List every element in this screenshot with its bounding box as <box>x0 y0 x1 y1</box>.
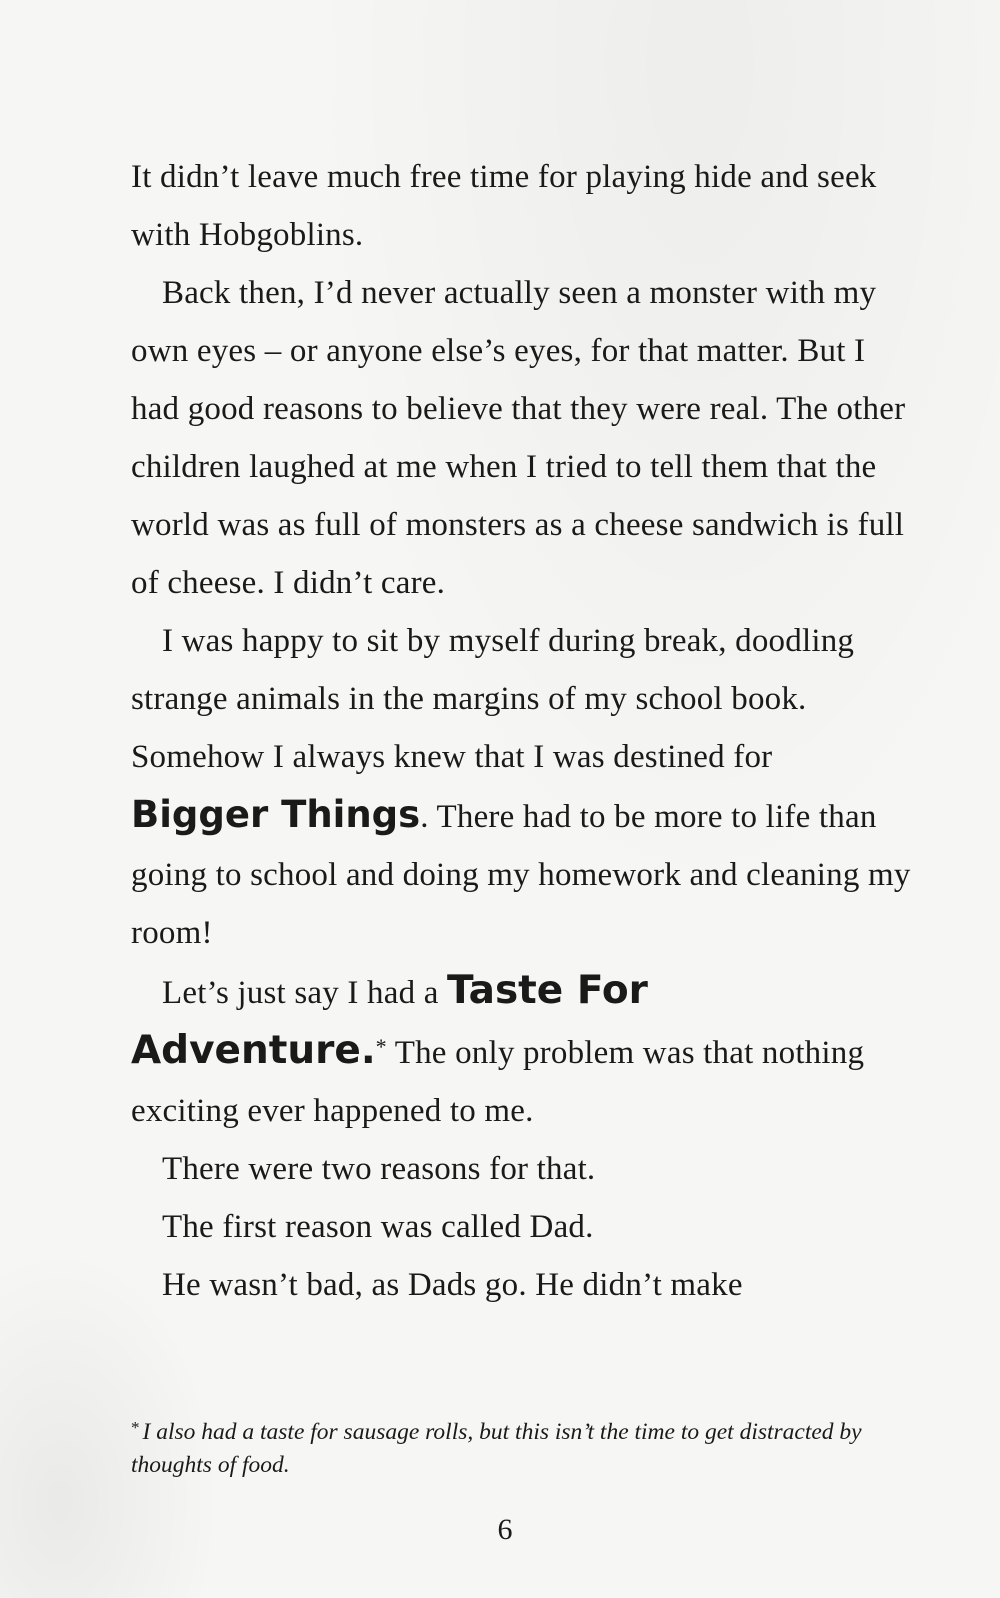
paragraph-2: Back then, I’d never actually seen a monster with my own eyes – or anyone else’s eyes, for that matter. But I had good reasons to believe that they were real. The other children laughed at me when I tried to tell them that the world was as full of monsters as a cheese sandwich is full of cheese. I didn’t care. <box>131 275 906 601</box>
footnote-text: I also had a taste for sausage rolls, but this isn’t the time to get distracted by thoughts of food. <box>131 1419 862 1478</box>
footnote-marker: * <box>375 1034 387 1059</box>
paragraph-4 <box>131 962 911 1140</box>
paragraph-3-text-b: . There had to be more to life than going to school and doing my homework and cleaning my room! <box>131 799 911 951</box>
paragraph-1: It didn’t leave much free time for playing hide and seek with Hobgoblins. <box>131 159 877 253</box>
paragraph-4-text-b: The only problem was that nothing exciting ever happened to me. <box>131 1035 865 1129</box>
footnote-star: * <box>131 1418 140 1437</box>
paragraph-4-text-a: Let’s just say I had a <box>162 975 448 1011</box>
page-number: 6 <box>497 1513 513 1546</box>
body-text <box>131 148 911 1314</box>
paragraph-3-text-a: I was happy to sit by myself during break, doodling strange animals in the margins of my school book. Somehow I always knew that I was destined for <box>131 623 855 775</box>
footnote <box>131 1416 921 1482</box>
paragraph-5: There were two reasons for that. <box>162 1151 596 1187</box>
taste-for-adventure-emphasis: Taste For Adventure. <box>131 968 648 1073</box>
paragraph-7: He wasn’t bad, as Dads go. He didn’t make <box>162 1267 743 1303</box>
paragraph-6: The first reason was called Dad. <box>162 1209 594 1245</box>
paragraph-3 <box>131 612 911 962</box>
bigger-things-emphasis: Bigger Things <box>131 793 421 836</box>
